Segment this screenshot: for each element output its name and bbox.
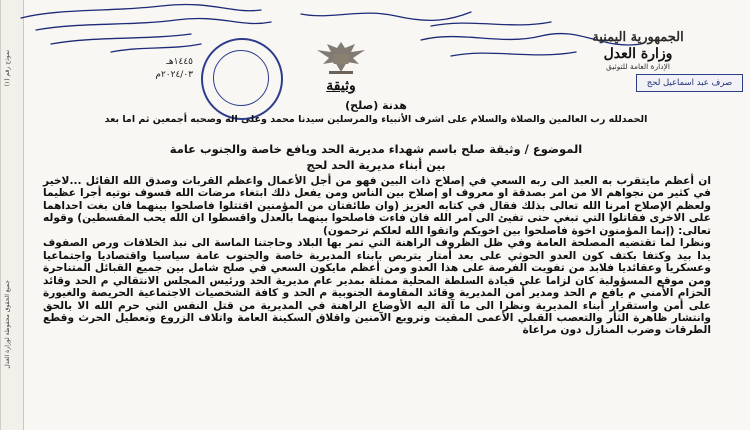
republic-name: الجمهورية اليمنية (592, 30, 684, 45)
date-block (73, 56, 193, 82)
subject-line-1: الموضوع / وثيقة صلح باسم شهداء مديرية الحد ويافع خاصة والجنوب عامة (169, 142, 583, 156)
truce-heading: هدنة (صلح) (345, 99, 407, 112)
letterhead (553, 30, 723, 72)
gregorian-date: ٢٠٢٤/٠٣م (155, 70, 193, 80)
paragraph-2: ونظرا لما تقتضيه المصلحة العامة وفي ظل الظروف الراهنة التي تمر بها البلاد وحاجتنا الماسة الى نبذ الخلافات ورص الصفوف يدا بيد وكتفا بكتف كون العدو الحوثي على بعد أمتار يتربص بابناء المديرية خاصة والجنوب عامة سياسيا واقتصاديا واجتماعيا وعسكريا وعقائديا فلابد من تفويت الفرصة على هذا العدو ومن أعظم مايكون السعي في صلح شامل بين جميع القبائل المتناحرة ومن موقع المسؤولية كان لزاما على قيادة السلطة المحلية ممثلة بمدير عام مديرية الحد ورئيس المجلس الانتقالي م الحد وقائد الحزام الأمني م يافع م الحد ومدير أمن المديرية وقائد المقاومة الجنوبية م الحد و كافة الشخصيات الاجتماعية الحريصة والغيورة على أمن واستقرار أبناء المديرية ونظرا الى ما آلة اليه الأوضاع الراهنة في المديرية من قتل النفس التي حرم الله الا بالحق وانتشار ظاهرة الثأر والتعصب القبلي الأعمى المقيت وترويع الآمنين واقلاق السكينة العامة واتلاف الزروع وتعطيل الحرث وقطع الطرقات وضرب المنازل دون مراعاة (43, 237, 711, 337)
margin-label-top: نموذج رقم (١) (4, 50, 11, 87)
eagle-emblem-icon (311, 38, 371, 78)
paragraph-1: ان أعظم مايتقرب به العبد الى ربه السعي في إصلاح ذات البين فهو من أجل الأعمال واعظم القربات وصدق الله القائل ...لاخير في كثير من نجواهم الا من امر بصدقة او معروف او إصلاح بين الناس ومن يفعل ذلك ابتغاء مرضات الله فسوف نوتيه أجرا عظيما ولعظم الإصلاح امرنا الله تعالى بذلك فقال في كتابه العزيز (وان طائفتان من المؤمنين اقتتلوا فاصلحوا بينهما فان بغت احداهما على الاخرى فقاتلوا التي تبغي حتى تفيئ الى امر الله فان فاءت فاصلحوا بينهما بالعدل واقسطوا ان الله يحب المقسطين) وقوله تعالى: (إنما المؤمنون اخوة فاصلحوا بين اخويكم واتقوا الله لعلكم ترحمون) (43, 175, 711, 237)
subject-line-2: بين أبناء مديرية الحد لحج (306, 158, 446, 172)
praise-line: الحمدلله رب العالمين والصلاة والسلام على اشرف الأنبياء والمرسلين سيدنا محمد وعلى اله وصحبه أجمعين ثم اما بعد (104, 114, 648, 125)
document-body (43, 175, 711, 337)
ministry-name: وزارة العدل (603, 46, 673, 62)
department-name: الإدارة العامة للتوثيق (606, 62, 670, 71)
hijri-date: ١٤٤٥هـ (166, 57, 193, 67)
subject-block (41, 141, 711, 173)
document-title: وثيقة (326, 78, 356, 94)
left-margin-strip (1, 0, 24, 430)
margin-label-bottom: جميع الحقوق محفوظة لوزارة العدل (4, 280, 11, 369)
registration-stamp: صرف عبد اسماعيل لحج (636, 74, 743, 92)
